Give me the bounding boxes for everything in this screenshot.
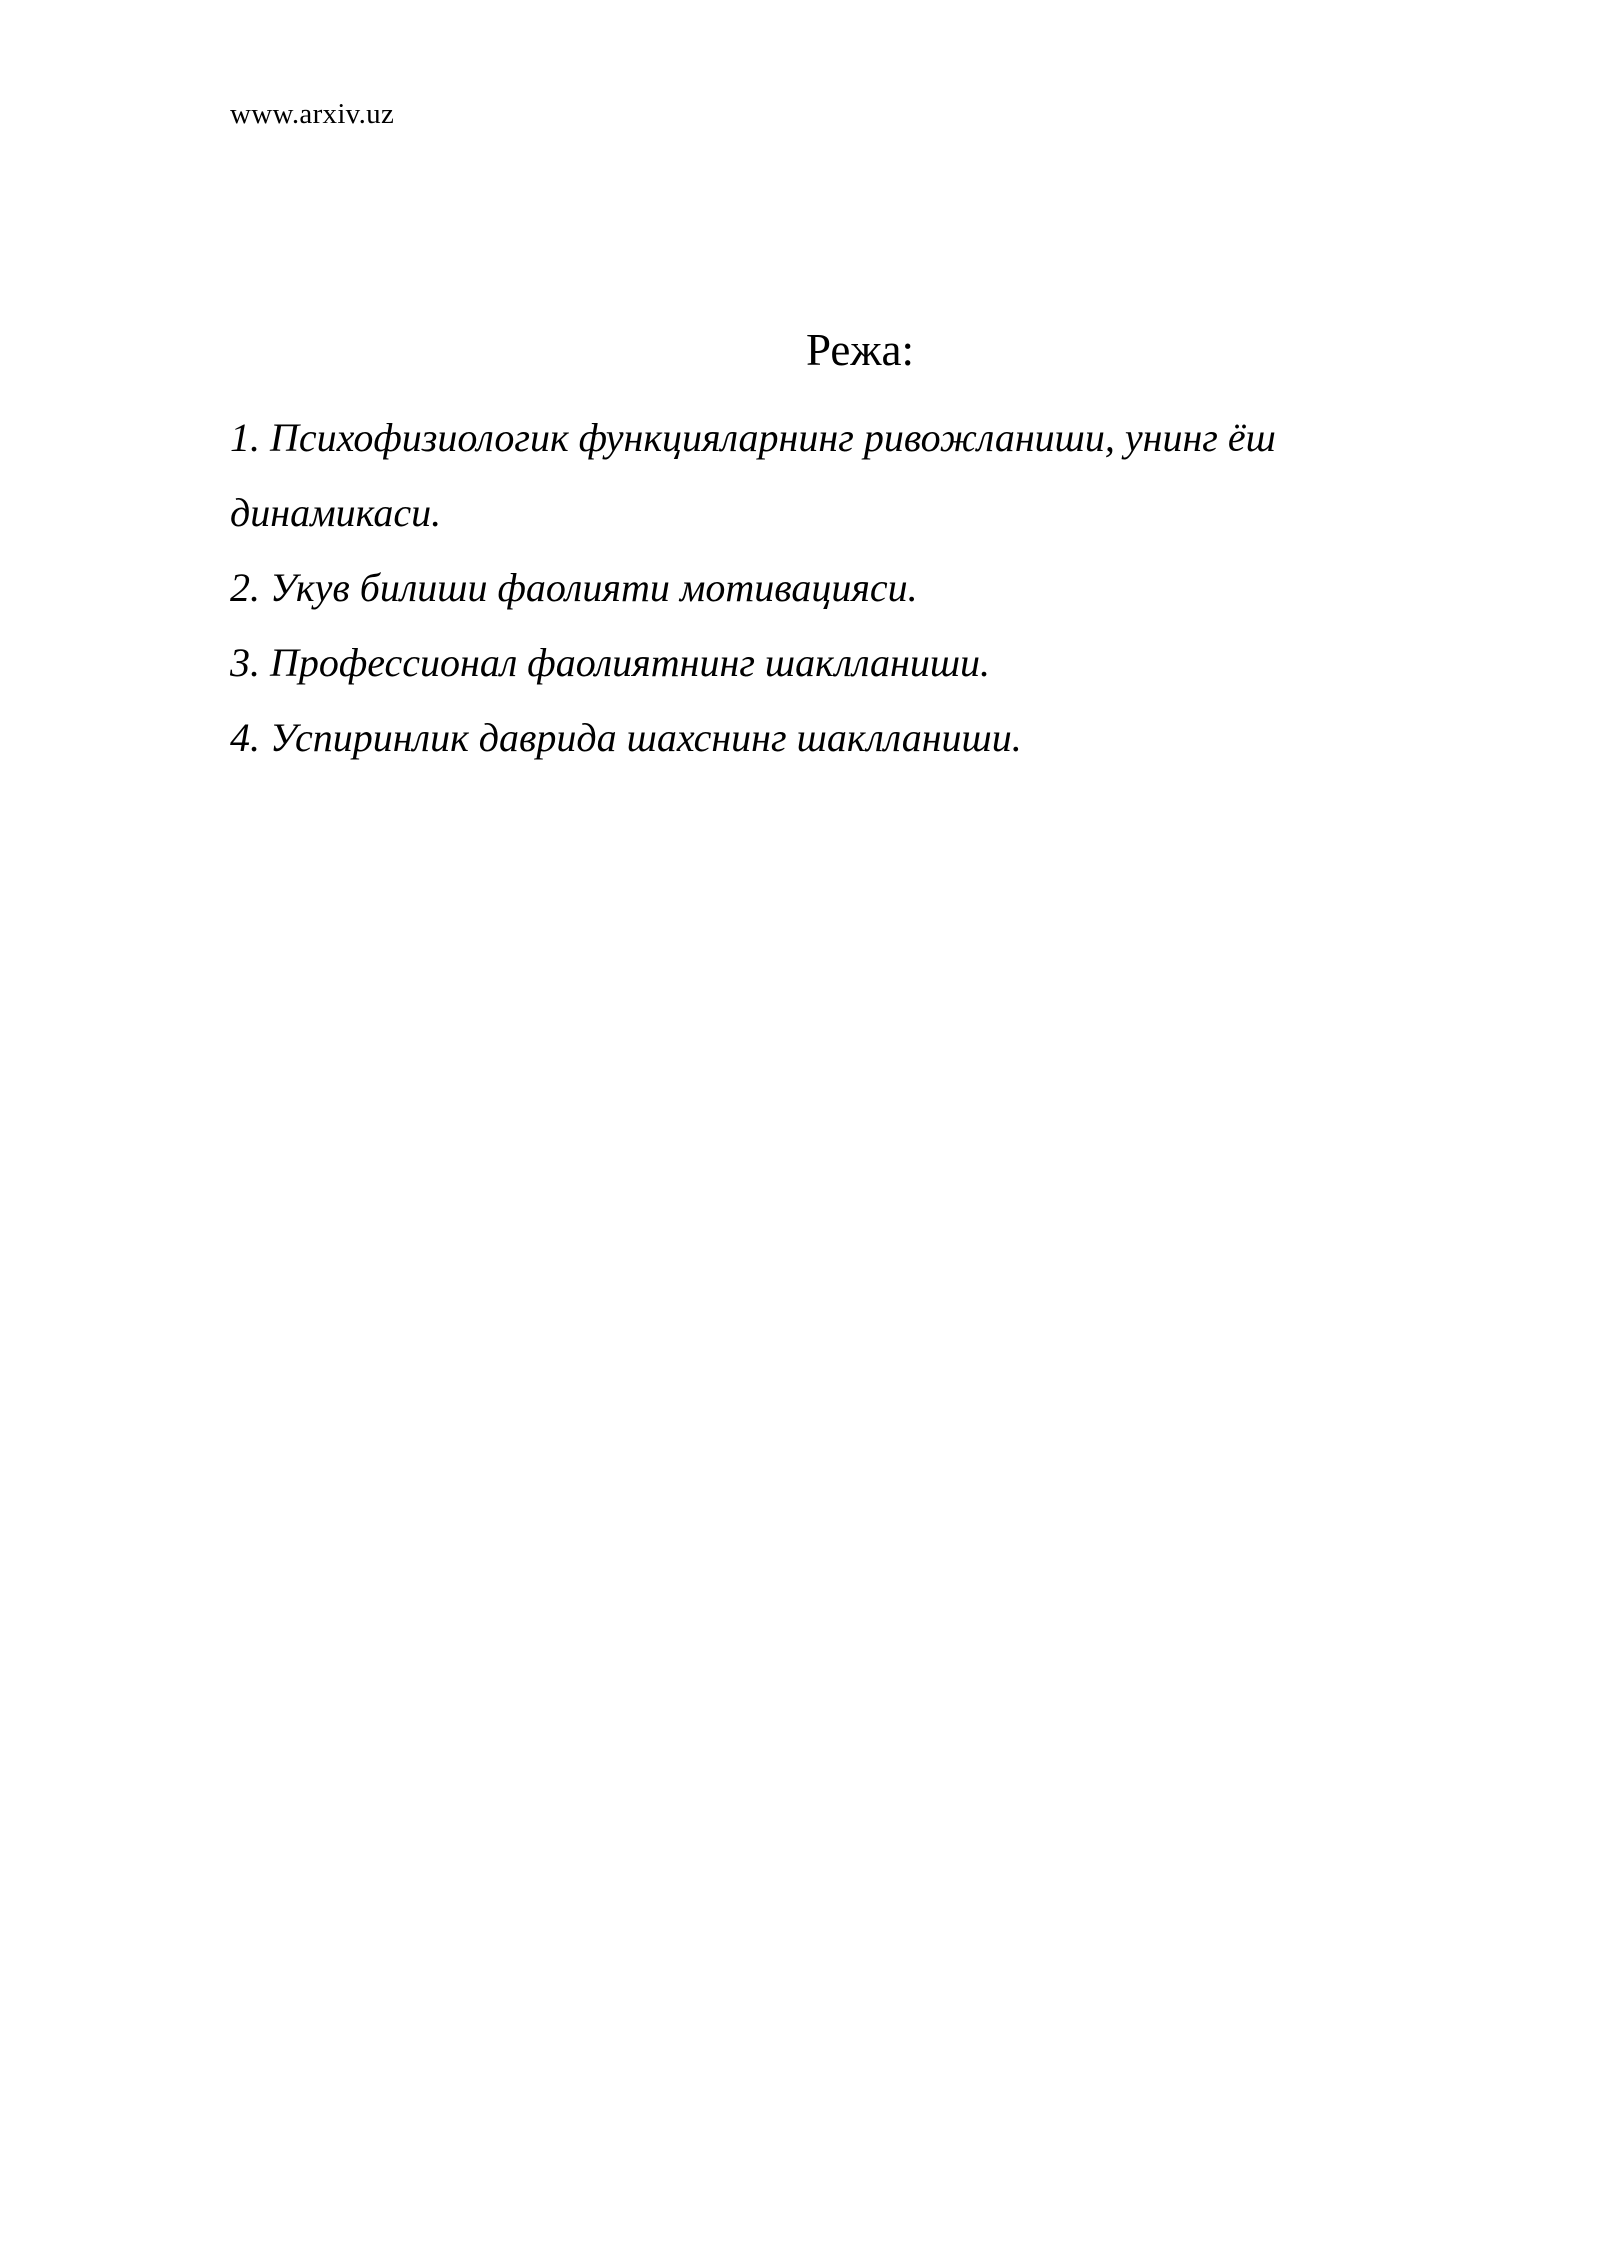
plan-item-3: 3. Профессионал фаолиятнинг шаклланиши. [230,640,991,685]
plan-item-2: 2. Укув билиши фаолияти мотивацияси. [230,565,918,610]
plan-title: Режа: [806,325,914,375]
plan-item-1: 1. Психофизиологик функцияларнинг ривожланиши, унинг ёш динамикаси. [230,415,1276,535]
plan-item-4: 4. Успиринлик даврида шахснинг шаклланиши. [230,715,1022,760]
plan-list [230,400,1410,775]
header-url: www.arxiv.uz [230,98,395,130]
